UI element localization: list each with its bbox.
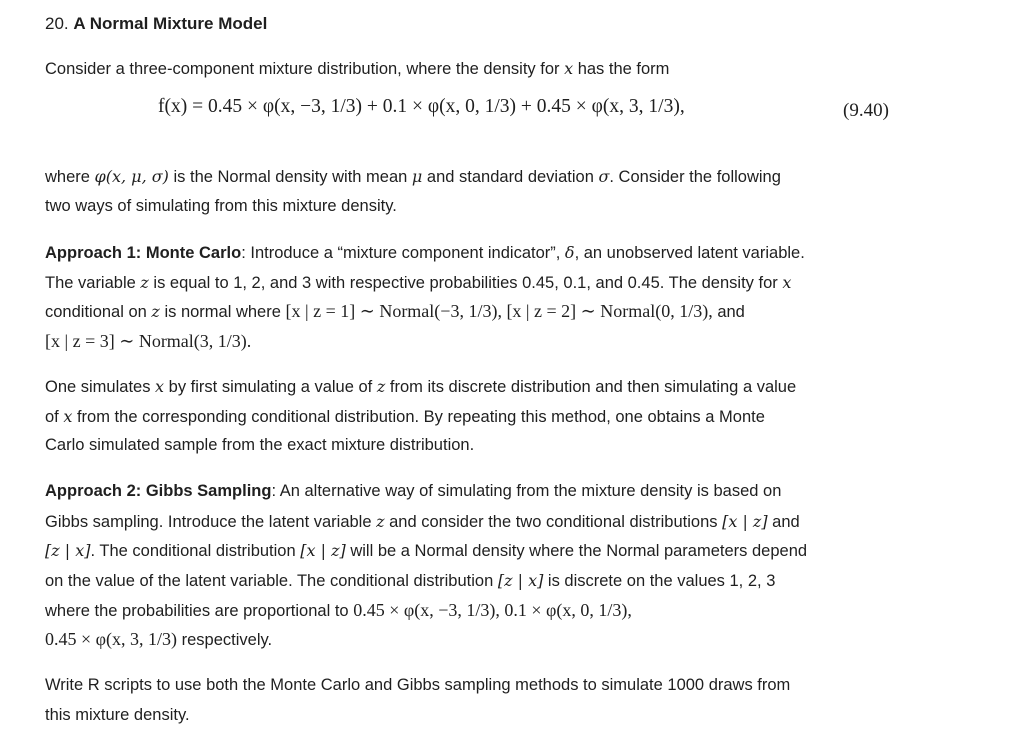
math-var: z [140,272,149,292]
mixture-equation: f(x) = 0.45 × φ(x, −3, 1/3) + 0.1 × φ(x, 0, 1/3) + 0.45 × φ(x, 3, 1/3), [158,96,685,117]
approach2-label: Approach 2: Gibbs Sampling [45,482,272,500]
math-var: x [782,272,792,292]
math-expr: 0.45 × φ(x, −3, 1/3), 0.1 × φ(x, 0, 1/3), [353,599,632,620]
where-paragraph: where φ(x, μ, σ) is the Normal density with mean μ and standard deviation σ. Consider the following two ways of simulating from this mixture density. [45,167,781,215]
math-expr: [z | x] [497,571,544,591]
section-number: 20. [45,14,69,33]
math-expr: [x | z] [300,541,346,561]
approach1-paragraph: Approach 1: Monte Carlo: Introduce a “mixture component indicator”, δ, an unobserved latent variable. The variable z is equal to 1, 2, and 3 with respective probabilities 0.45, 0.1, and 0.45. The density for x conditional on z is normal where [x | z = 1] ∼ Normal(−3, 1/3), [x | z = 2] ∼ Normal(0, 1/3), and [x | z = 3] ∼ Normal(3, 1/3). [45,243,805,352]
math-expr: φ(x, μ, σ) [94,167,169,186]
intro-paragraph: Consider a three-component mixture distribution, where the density for x has the form [45,59,670,78]
simulate-paragraph: One simulates x by first simulating a value of z from its discrete distribution and then simulating a value of x from the corresponding conditional distribution. By repeating this method, one obtains a Monte Carlo simulated sample from the exact mixture distribution. [45,377,797,455]
section-name: A Normal Mixture Model [73,14,268,33]
math-expr: [x | z = 1] ∼ Normal(−3, 1/3), [x | z = 2] ∼ Normal(0, 1/3), [285,301,713,322]
math-var: σ [598,167,610,186]
math-var: z [151,302,160,322]
section-title [45,13,267,35]
approach1-label: Approach 1: Monte Carlo [45,244,242,262]
math-var: x [63,406,73,426]
math-var: z [376,511,385,531]
math-var: z [376,377,386,396]
math-expr: [x | z = 3] ∼ Normal(3, 1/3). [45,331,252,352]
math-var: δ [564,243,575,262]
math-var: x [564,59,574,78]
math-var: μ [411,167,423,186]
math-expr: [x | z] [722,511,768,531]
math-expr: [z | x] [45,541,91,561]
task-paragraph: Write R scripts to use both the Monte Carlo and Gibbs sampling methods to simulate 1000 draws from this mixture density. [45,676,791,724]
math-expr: 0.45 × φ(x, 3, 1/3) [45,629,178,650]
approach2-paragraph: Approach 2: Gibbs Sampling: An alternative way of simulating from the mixture density is based on Gibbs sampling. Introduce the latent variable z and consider the two conditional distributions [x | z] and [z | x]. The conditional distribution [x | z] will be a Normal density where the Normal parameters depend on the value of the latent variable. The conditional distribution [z | x] is discrete on the values 1, 2, 3 where the probabilities are proportional to 0.45 × φ(x, −3, 1/3), 0.1 × φ(x, 0, 1/3), 0.45 × φ(x, 3, 1/3) respectively. [45,482,808,650]
equation-number: (9.40) [843,100,889,121]
math-var: x [155,377,165,396]
